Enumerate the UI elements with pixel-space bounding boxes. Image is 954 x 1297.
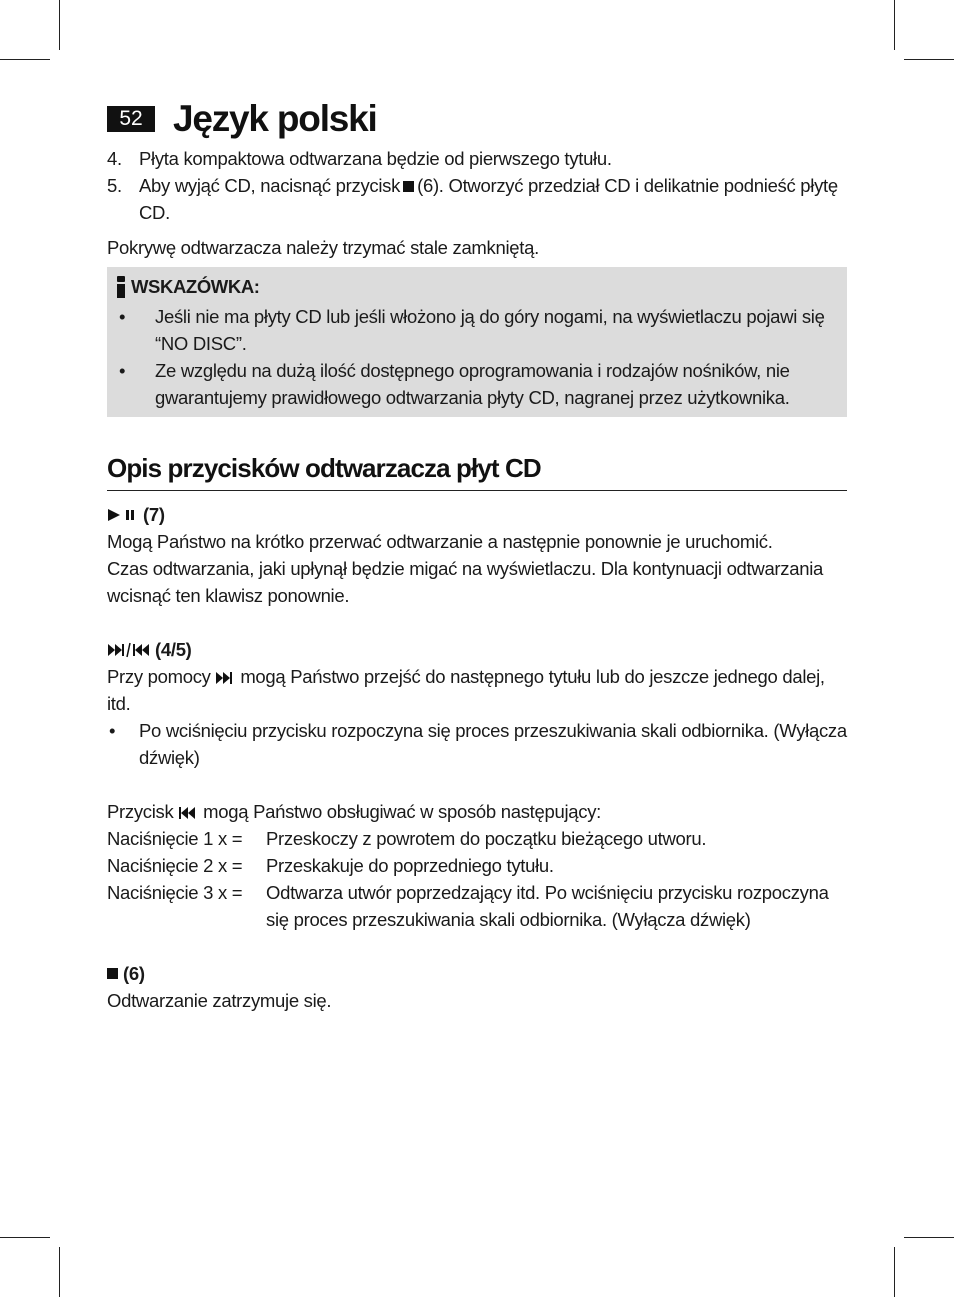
skip-label: (4/5) — [155, 639, 192, 660]
steps-list — [107, 145, 847, 226]
step-text: Płyta kompaktowa odtwarzana będzie od pierwszego tytułu. — [139, 148, 612, 169]
step-number: 4. — [107, 148, 122, 169]
list-item — [107, 172, 847, 226]
section-title: Opis przycisków odtwarzacza płyt CD — [107, 453, 847, 491]
page-number: 52 — [107, 106, 155, 132]
info-icon — [115, 276, 127, 298]
press-key: Naciśnięcie 2 x = — [107, 855, 243, 876]
page-title: Język polski — [173, 98, 377, 139]
note-title: WSKAZÓWKA: — [131, 276, 260, 297]
manual-page — [107, 96, 847, 1014]
skip-backward-icon — [178, 806, 198, 820]
press-row — [107, 879, 847, 933]
step-number: 5. — [107, 175, 122, 196]
crop-mark — [904, 59, 954, 60]
crop-mark — [894, 0, 895, 50]
play-pause-line: Mogą Państwo na krótko przerwać odtwarzanie a następnie ponownie je uruchomić. — [107, 531, 773, 552]
stop-heading — [107, 960, 847, 987]
bullet-icon: • — [119, 306, 126, 327]
crop-mark — [59, 0, 60, 50]
stop-section — [107, 960, 847, 1014]
skip-backward-before: Przycisk — [107, 801, 174, 822]
step-text-after: (6). Otworzyć przedział CD i delikatnie podnieść płytę CD. — [139, 175, 838, 223]
play-pause-section — [107, 501, 847, 609]
stop-icon — [403, 181, 414, 192]
list-item — [115, 303, 833, 357]
list-item — [115, 357, 833, 411]
list-item — [107, 145, 847, 172]
skip-forward-icon — [215, 671, 235, 685]
press-value: Przeskoczy z powrotem do początku bieżącego utworu. — [266, 828, 707, 849]
crop-mark — [59, 1247, 60, 1297]
skip-forward-text — [107, 663, 847, 717]
skip-backward-after: mogą Państwo obsługiwać w sposób następujący: — [203, 801, 602, 822]
play-pause-icon — [107, 508, 139, 522]
play-pause-line: Czas odtwarzania, jaki upłynął będzie migać na wyświetlaczu. Dla kontynuacji odtwarzania wcisnąć ten klawisz ponownie. — [107, 558, 824, 606]
note-header — [115, 271, 833, 303]
skip-forward-before: Przy pomocy — [107, 666, 211, 687]
play-pause-label: (7) — [143, 504, 165, 525]
bullet-icon: • — [109, 720, 116, 741]
step-text-before: Aby wyjąć CD, nacisnąć przycisk — [139, 175, 401, 196]
note-bullet: Jeśli nie ma płyty CD lub jeśli włożono ją do góry nogami, na wyświetlaczu pojawi się “NO DISC”. — [155, 306, 825, 354]
skip-section — [107, 636, 847, 933]
press-key: Naciśnięcie 1 x = — [107, 828, 243, 849]
note-box — [107, 267, 847, 417]
crop-mark — [0, 1237, 50, 1238]
skip-heading — [107, 636, 847, 663]
crop-mark — [0, 59, 50, 60]
crop-mark — [894, 1247, 895, 1297]
press-key: Naciśnięcie 3 x = — [107, 882, 243, 903]
stop-text: Odtwarzanie zatrzymuje się. — [107, 990, 332, 1011]
cover-note: Pokrywę odtwarzacza należy trzymać stale zamkniętą. — [107, 237, 539, 258]
press-row — [107, 852, 847, 879]
skip-forward-bullet: Po wciśnięciu przycisku rozpoczyna się proces przeszukiwania skali odbiornika. (Wyłącza dźwięk) — [139, 720, 847, 768]
skip-forward-after: mogą Państwo przejść do następnego tytułu lub do jeszcze jednego dalej, itd. — [107, 666, 825, 714]
step-text — [139, 172, 847, 226]
stop-label: (6) — [123, 963, 145, 984]
press-value: Odtwarza utwór poprzedzający itd. Po wciśnięciu przycisku rozpoczyna się proces przeszukiwania skali odbiornika. (Wyłącza dźwięk) — [266, 882, 829, 930]
press-value: Przeskakuje do poprzedniego tytułu. — [266, 855, 554, 876]
page-header — [107, 96, 847, 142]
skip-backward-text — [107, 798, 847, 825]
stop-icon — [107, 968, 118, 979]
press-row — [107, 825, 847, 852]
bullet-icon: • — [119, 360, 126, 381]
list-item — [107, 717, 847, 771]
note-bullet: Ze względu na dużą ilość dostępnego oprogramowania i rodzajów nośników, nie gwarantujemy prawidłowego odtwarzania płyty CD, nagranej przez użytkownika. — [155, 360, 790, 408]
skip-forward-backward-icon — [107, 642, 151, 658]
play-pause-heading — [107, 501, 847, 528]
crop-mark — [904, 1237, 954, 1238]
